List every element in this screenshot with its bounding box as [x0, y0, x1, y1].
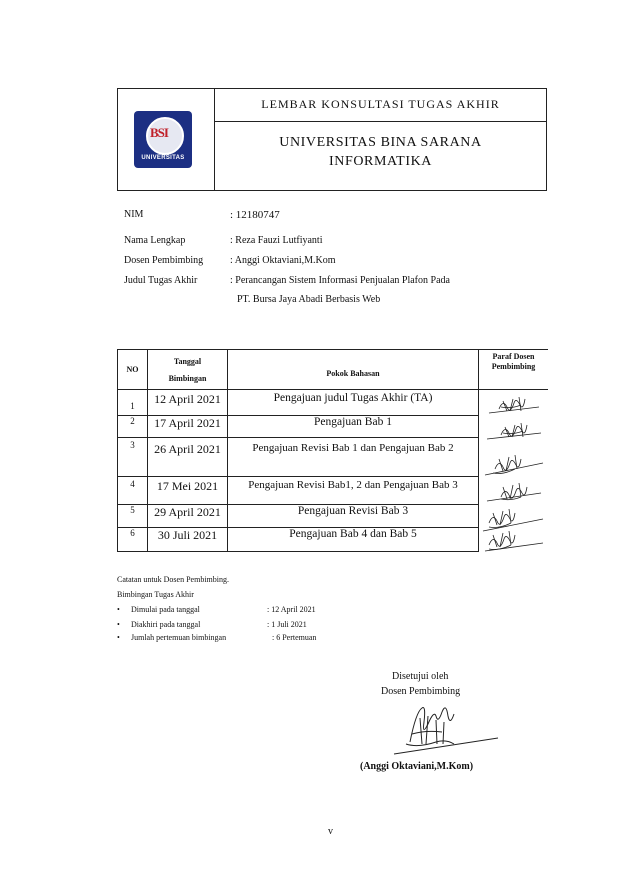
- logo-caption: UNIVERSITAS: [141, 155, 185, 161]
- header-sign: [479, 349, 548, 375]
- page-number: v: [328, 826, 333, 837]
- thesis-value-line2: PT. Bursa Jaya Abadi Berbasis Web: [237, 294, 381, 305]
- bullet-icon: •: [117, 633, 120, 642]
- notes-line1: Catatan untuk Dosen Pembimbing.: [117, 575, 229, 584]
- row-6-no: 6: [130, 528, 135, 538]
- form-title: LEMBAR KONSULTASI TUGAS AKHIR: [215, 89, 546, 122]
- notes-end-value: : 1 Juli 2021: [267, 620, 307, 629]
- advisor-name: (Anggi Oktaviani,M.Kom): [360, 761, 474, 772]
- nim-value: : 12180747: [230, 209, 280, 221]
- nim-label: NIM: [124, 209, 144, 220]
- header-no: NO: [126, 365, 139, 374]
- notes-start-label: Dimulai pada tanggal: [131, 605, 200, 614]
- row-1-date: 12 April 2021: [154, 392, 221, 406]
- notes-end: [117, 620, 417, 632]
- header-date-line1: Tanggal: [173, 356, 202, 366]
- notes-count: [117, 633, 417, 645]
- university-logo: [134, 111, 192, 168]
- row-1-no: 1: [130, 400, 135, 411]
- notes-count-label: Jumlah pertemuan bimbingan: [131, 633, 227, 642]
- bullet-icon: •: [117, 605, 120, 614]
- header-topic: Pokok Bahasan: [326, 369, 380, 378]
- approval-line1: Disetujui oleh: [392, 671, 449, 682]
- approval-line2: Dosen Pembimbing: [381, 686, 461, 697]
- row-3-no: 3: [130, 440, 135, 450]
- row-4-date: 17 Mei 2021: [156, 479, 219, 493]
- paraf-signature-1: [489, 397, 539, 413]
- header-date-line2: Bimbingan: [168, 373, 207, 383]
- bullet-icon: •: [117, 620, 120, 629]
- header-sign-line2: Pembimbing: [491, 362, 536, 371]
- row-4-topic: Pengajuan Revisi Bab1, 2 dan Pengajuan Bab 3: [248, 479, 458, 491]
- header-sign-line1: Paraf Dosen: [492, 352, 535, 361]
- logo-cell: [118, 89, 215, 190]
- university-name: [215, 133, 546, 171]
- row-2-no: 2: [130, 416, 135, 426]
- row-1-topic: Pengajuan judul Tugas Akhir (TA): [273, 392, 433, 404]
- paraf-signature-4: [487, 483, 541, 501]
- row-2-date: 17 April 2021: [154, 416, 221, 430]
- name-value: : Reza Fauzi Lutfiyanti: [230, 235, 323, 246]
- name-label: Nama Lengkap: [124, 235, 186, 246]
- notes-start-value: : 12 April 2021: [267, 605, 316, 614]
- row-3-topic: Pengajuan Revisi Bab 1 dan Pengajuan Bab 2: [252, 442, 454, 454]
- paraf-signature-6: [485, 531, 543, 551]
- paraf-signature-5: [483, 509, 543, 531]
- row-6-date: 30 Juli 2021: [157, 528, 218, 542]
- row-5-date: 29 April 2021: [154, 505, 221, 519]
- notes-line2: Bimbingan Tugas Akhir: [117, 590, 194, 599]
- notes-start: [117, 605, 417, 617]
- paraf-column: [479, 389, 548, 552]
- header-date: [148, 350, 227, 389]
- row-3-date: 26 April 2021: [154, 442, 221, 456]
- row-2-topic: Pengajuan Bab 1: [314, 416, 392, 428]
- paraf-signature-2: [487, 423, 541, 439]
- notes-end-label: Diakhiri pada tanggal: [131, 620, 201, 629]
- thesis-label: Judul Tugas Akhir: [124, 275, 198, 286]
- advisor-value: : Anggi Oktaviani,M.Kom: [230, 255, 336, 266]
- row-5-topic: Pengajuan Revisi Bab 3: [297, 505, 409, 517]
- consultation-table: [117, 349, 548, 552]
- paraf-signature-3: [485, 455, 543, 475]
- university-name-line2: INFORMATIKA: [328, 154, 433, 169]
- advisor-label: Dosen Pembimbing: [124, 255, 204, 266]
- logo-monogram: BSI: [150, 125, 168, 140]
- notes-count-value: : 6 Pertemuan: [272, 633, 317, 642]
- advisor-signature: [392, 698, 502, 760]
- row-5-no: 5: [130, 505, 135, 515]
- row-6-topic: Pengajuan Bab 4 dan Bab 5: [289, 528, 417, 540]
- university-name-line1: UNIVERSITAS BINA SARANA: [279, 135, 482, 150]
- thesis-value-line1: : Perancangan Sistem Informasi Penjualan Plafon Pada: [230, 275, 450, 286]
- header-box: [117, 88, 547, 191]
- row-4-no: 4: [130, 479, 135, 489]
